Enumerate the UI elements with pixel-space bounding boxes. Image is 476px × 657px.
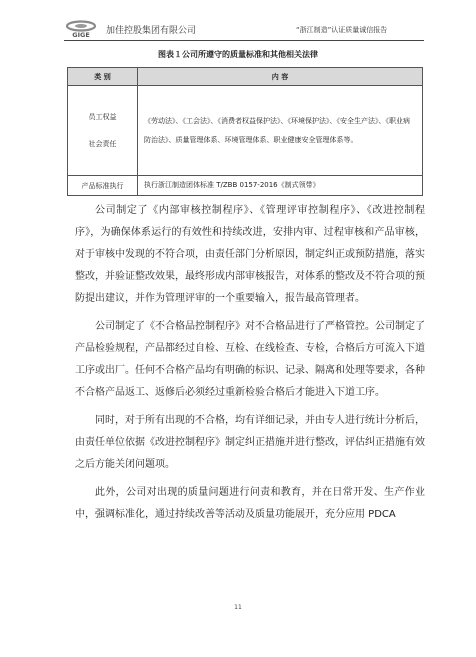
paragraph: 公司制定了《内部审核控制程序》、《管理评审控制程序》、《改进控制程序》，为确保体系运行的有效性和持续改进，安排内审、过程审核和产品审核，对于审核中发现的不符合项，由责任部门分析原因，制定纠正或预防措施，落实整改，并验证整改效果，最终形成内部审核报告，对体系的整改及不符合项的预防提出建议，并作为管理评审的一个重要输入，报告最高管理者。 [75, 205, 425, 304]
paragraph: 公司制定了《不合格品控制程序》对不合格品进行了严格管控。公司制定了产品检验规程，产品都经过自检、互检、在线检查、专检，合格后方可流入下道工序或出厂。任何不合格产品均有明确的标识、记录、隔离和处理等要求，各种不合格产品返工、返修后必须经过重新检验合格后才能进入下道工序。 [75, 321, 425, 398]
category-cell: 产品标准执行 [68, 176, 138, 196]
column-header-content: 内 容 [138, 68, 423, 86]
logo-wordmark: GIGE [72, 31, 90, 38]
category-label: 员工权益 [88, 112, 117, 121]
content-cell: 《劳动法》、《工会法》、《消费者权益保护法》、《环境保护法》、《安全生产法》、《职业病防治法》、质量管理体系、环境管理体系、职业健康安全管理体系等。 [138, 86, 423, 176]
paragraph: 同时，对于所有出现的不合格，均有详细记录，并由专人进行统计分析后，由责任单位依据《改进控制程序》制定纠正措施并进行整改，评估纠正措施有效之后方能关闭问题项。 [75, 415, 425, 470]
gige-logo-icon [64, 20, 98, 38]
category-cell [68, 86, 138, 176]
column-header-category: 类 别 [68, 68, 138, 86]
table-row [68, 176, 423, 196]
category-label: 社会责任 [88, 139, 117, 148]
company-name: 加佳控股集团有限公司 [106, 26, 197, 36]
report-title: “浙江制造”认证质量诚信报告 [296, 26, 388, 34]
standards-table [67, 67, 423, 196]
table-header-row [68, 68, 423, 86]
table-row [68, 86, 423, 176]
page-number: 11 [234, 604, 242, 611]
paragraph: 此外，公司对出现的质量问题进行问责和教育，并在日常开发、生产作业中，强调标准化，通过持续改善等活动及质量功能展开，充分应用 PDCA [75, 487, 425, 520]
content-cell: 执行浙江制造团体标准 T/ZBB 0157-2016《制式领带》 [138, 176, 423, 196]
page-header [64, 20, 424, 38]
body-text [75, 200, 425, 526]
table-caption: 图表１公司所遵守的质量标准和其他相关法律 [158, 50, 318, 59]
header-divider [64, 40, 424, 41]
